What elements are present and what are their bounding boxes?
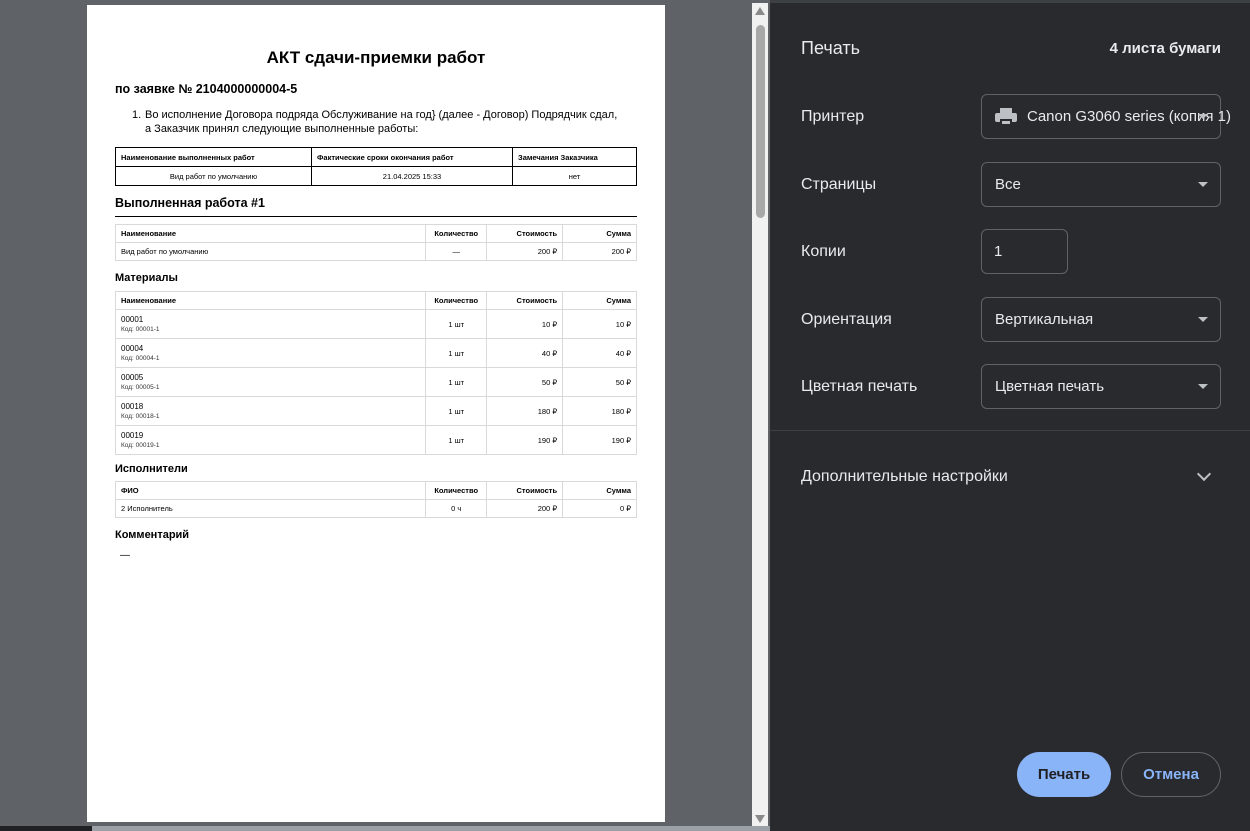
printer-select[interactable] xyxy=(981,94,1231,139)
executor-qty: 0 ч xyxy=(426,500,487,518)
panel-title: Печать xyxy=(801,38,860,58)
material-name-cell xyxy=(116,397,426,426)
comment-heading: Комментарий xyxy=(115,529,190,541)
executors-heading: Исполнители xyxy=(115,463,188,475)
table-row xyxy=(116,243,637,261)
table-row xyxy=(116,500,637,518)
material-code: Код: 00019-1 xyxy=(121,442,160,449)
chevron-down-icon xyxy=(1198,114,1208,119)
color-label: Цветная печать xyxy=(801,378,918,395)
material-code: Код: 00004-1 xyxy=(121,355,160,362)
scroll-up-arrow-icon[interactable] xyxy=(755,7,765,15)
panel-divider xyxy=(770,430,1250,431)
material-qty: 1 шт xyxy=(426,397,487,426)
summary-header-dates: Фактические сроки окончания работ xyxy=(312,148,513,167)
executor-cost: 200 ₽ xyxy=(487,500,563,518)
materials-table xyxy=(115,291,637,455)
preview-scrollbar[interactable] xyxy=(752,3,768,827)
comment-value: — xyxy=(120,550,130,561)
summary-cell-remarks: нет xyxy=(513,167,637,186)
material-sum: 40 ₽ xyxy=(563,339,637,368)
executors-header-sum: Сумма xyxy=(563,482,637,500)
print-settings-panel xyxy=(770,0,1250,831)
executors-header-name: ФИО xyxy=(116,482,426,500)
work-header-sum: Сумма xyxy=(563,225,637,243)
printer-icon xyxy=(995,108,1017,126)
summary-header-remarks: Замечания Заказчика xyxy=(513,148,637,167)
orientation-select[interactable] xyxy=(981,297,1221,342)
work-divider xyxy=(115,216,637,217)
table-row xyxy=(116,339,637,368)
executor-name: 2 Исполнитель xyxy=(116,500,426,518)
work-cell-name: Вид работ по умолчанию xyxy=(116,243,426,261)
summary-header-works: Наименование выполненных работ xyxy=(116,148,312,167)
bottom-strip xyxy=(0,826,770,831)
printer-label: Принтер xyxy=(801,108,865,125)
chevron-down-icon xyxy=(1198,182,1208,187)
material-name: 00019 xyxy=(121,431,144,440)
work-header-name: Наименование xyxy=(116,225,426,243)
material-code: Код: 00005-1 xyxy=(121,384,160,391)
material-qty: 1 шт xyxy=(426,426,487,455)
print-button[interactable]: Печать xyxy=(1017,752,1111,797)
bottom-strip-dark xyxy=(0,826,92,831)
table-row xyxy=(116,397,637,426)
material-name: 00018 xyxy=(121,402,144,411)
work-table xyxy=(115,224,637,261)
material-name: 00001 xyxy=(121,315,144,324)
summary-table xyxy=(115,147,637,186)
color-select[interactable] xyxy=(981,364,1221,409)
material-cost: 190 ₽ xyxy=(487,426,563,455)
orientation-value: Вертикальная xyxy=(995,311,1094,328)
printer-value: Canon G3060 series (копия 1) xyxy=(1027,108,1231,125)
material-name: 00005 xyxy=(121,373,144,382)
material-name-cell xyxy=(116,339,426,368)
material-sum: 190 ₽ xyxy=(563,426,637,455)
work-header-qty: Количество xyxy=(426,225,487,243)
material-cost: 50 ₽ xyxy=(487,368,563,397)
more-settings-toggle[interactable]: Дополнительные настройки xyxy=(801,468,1008,485)
table-row xyxy=(116,368,637,397)
executors-header-qty: Количество xyxy=(426,482,487,500)
materials-header-cost: Стоимость xyxy=(487,292,563,310)
work-cell-sum: 200 ₽ xyxy=(563,243,637,261)
document-subtitle: по заявке № 2104000000004-5 xyxy=(115,82,298,96)
document-title: АКТ сдачи-приемки работ xyxy=(266,48,486,67)
summary-cell-date: 21.04.2025 15:33 xyxy=(312,167,513,186)
paragraph-text: Во исполнение Договора подряда Обслуживание на год} (далее - Договор) Подрядчик сдал, а Заказчик принял следующие выполненные работы: xyxy=(145,109,618,135)
work-heading: Выполненная работа #1 xyxy=(115,196,265,210)
material-qty: 1 шт xyxy=(426,339,487,368)
material-qty: 1 шт xyxy=(426,368,487,397)
orientation-label: Ориентация xyxy=(801,311,892,328)
scroll-thumb[interactable] xyxy=(756,25,765,218)
material-qty: 1 шт xyxy=(426,310,487,339)
document-paragraph xyxy=(132,109,622,136)
pages-value: Все xyxy=(995,176,1021,193)
material-cost: 10 ₽ xyxy=(487,310,563,339)
executor-sum: 0 ₽ xyxy=(563,500,637,518)
sheet-count: 4 листа бумаги xyxy=(1109,40,1221,57)
paragraph-number: 1. xyxy=(132,109,142,121)
material-cost: 40 ₽ xyxy=(487,339,563,368)
expand-chevron-icon[interactable] xyxy=(1197,467,1211,481)
table-row xyxy=(116,426,637,455)
scroll-down-arrow-icon[interactable] xyxy=(755,815,765,823)
work-header-cost: Стоимость xyxy=(487,225,563,243)
work-cell-cost: 200 ₽ xyxy=(487,243,563,261)
materials-header-sum: Сумма xyxy=(563,292,637,310)
panel-top-edge xyxy=(770,0,1250,3)
executors-header-cost: Стоимость xyxy=(487,482,563,500)
cancel-button[interactable]: Отмена xyxy=(1121,752,1221,797)
chevron-down-icon xyxy=(1198,384,1208,389)
color-value: Цветная печать xyxy=(995,378,1105,395)
chevron-down-icon xyxy=(1198,317,1208,322)
pages-label: Страницы xyxy=(801,176,877,193)
material-name: 00004 xyxy=(121,344,144,353)
material-name-cell xyxy=(116,310,426,339)
preview-page xyxy=(87,5,665,822)
material-code: Код: 00018-1 xyxy=(121,413,160,420)
material-sum: 10 ₽ xyxy=(563,310,637,339)
table-row xyxy=(116,310,637,339)
material-code: Код: 00001-1 xyxy=(121,326,160,333)
pages-select[interactable] xyxy=(981,162,1221,207)
materials-header-qty: Количество xyxy=(426,292,487,310)
material-name-cell xyxy=(116,368,426,397)
material-name-cell xyxy=(116,426,426,455)
materials-heading: Материалы xyxy=(115,272,178,284)
copies-input[interactable]: 1 xyxy=(981,229,1068,274)
copies-label: Копии xyxy=(801,243,846,260)
material-cost: 180 ₽ xyxy=(487,397,563,426)
material-sum: 180 ₽ xyxy=(563,397,637,426)
work-cell-qty: — xyxy=(426,243,487,261)
materials-header-name: Наименование xyxy=(116,292,426,310)
summary-cell-work: Вид работ по умолчанию xyxy=(116,167,312,186)
material-sum: 50 ₽ xyxy=(563,368,637,397)
executors-table xyxy=(115,481,637,518)
